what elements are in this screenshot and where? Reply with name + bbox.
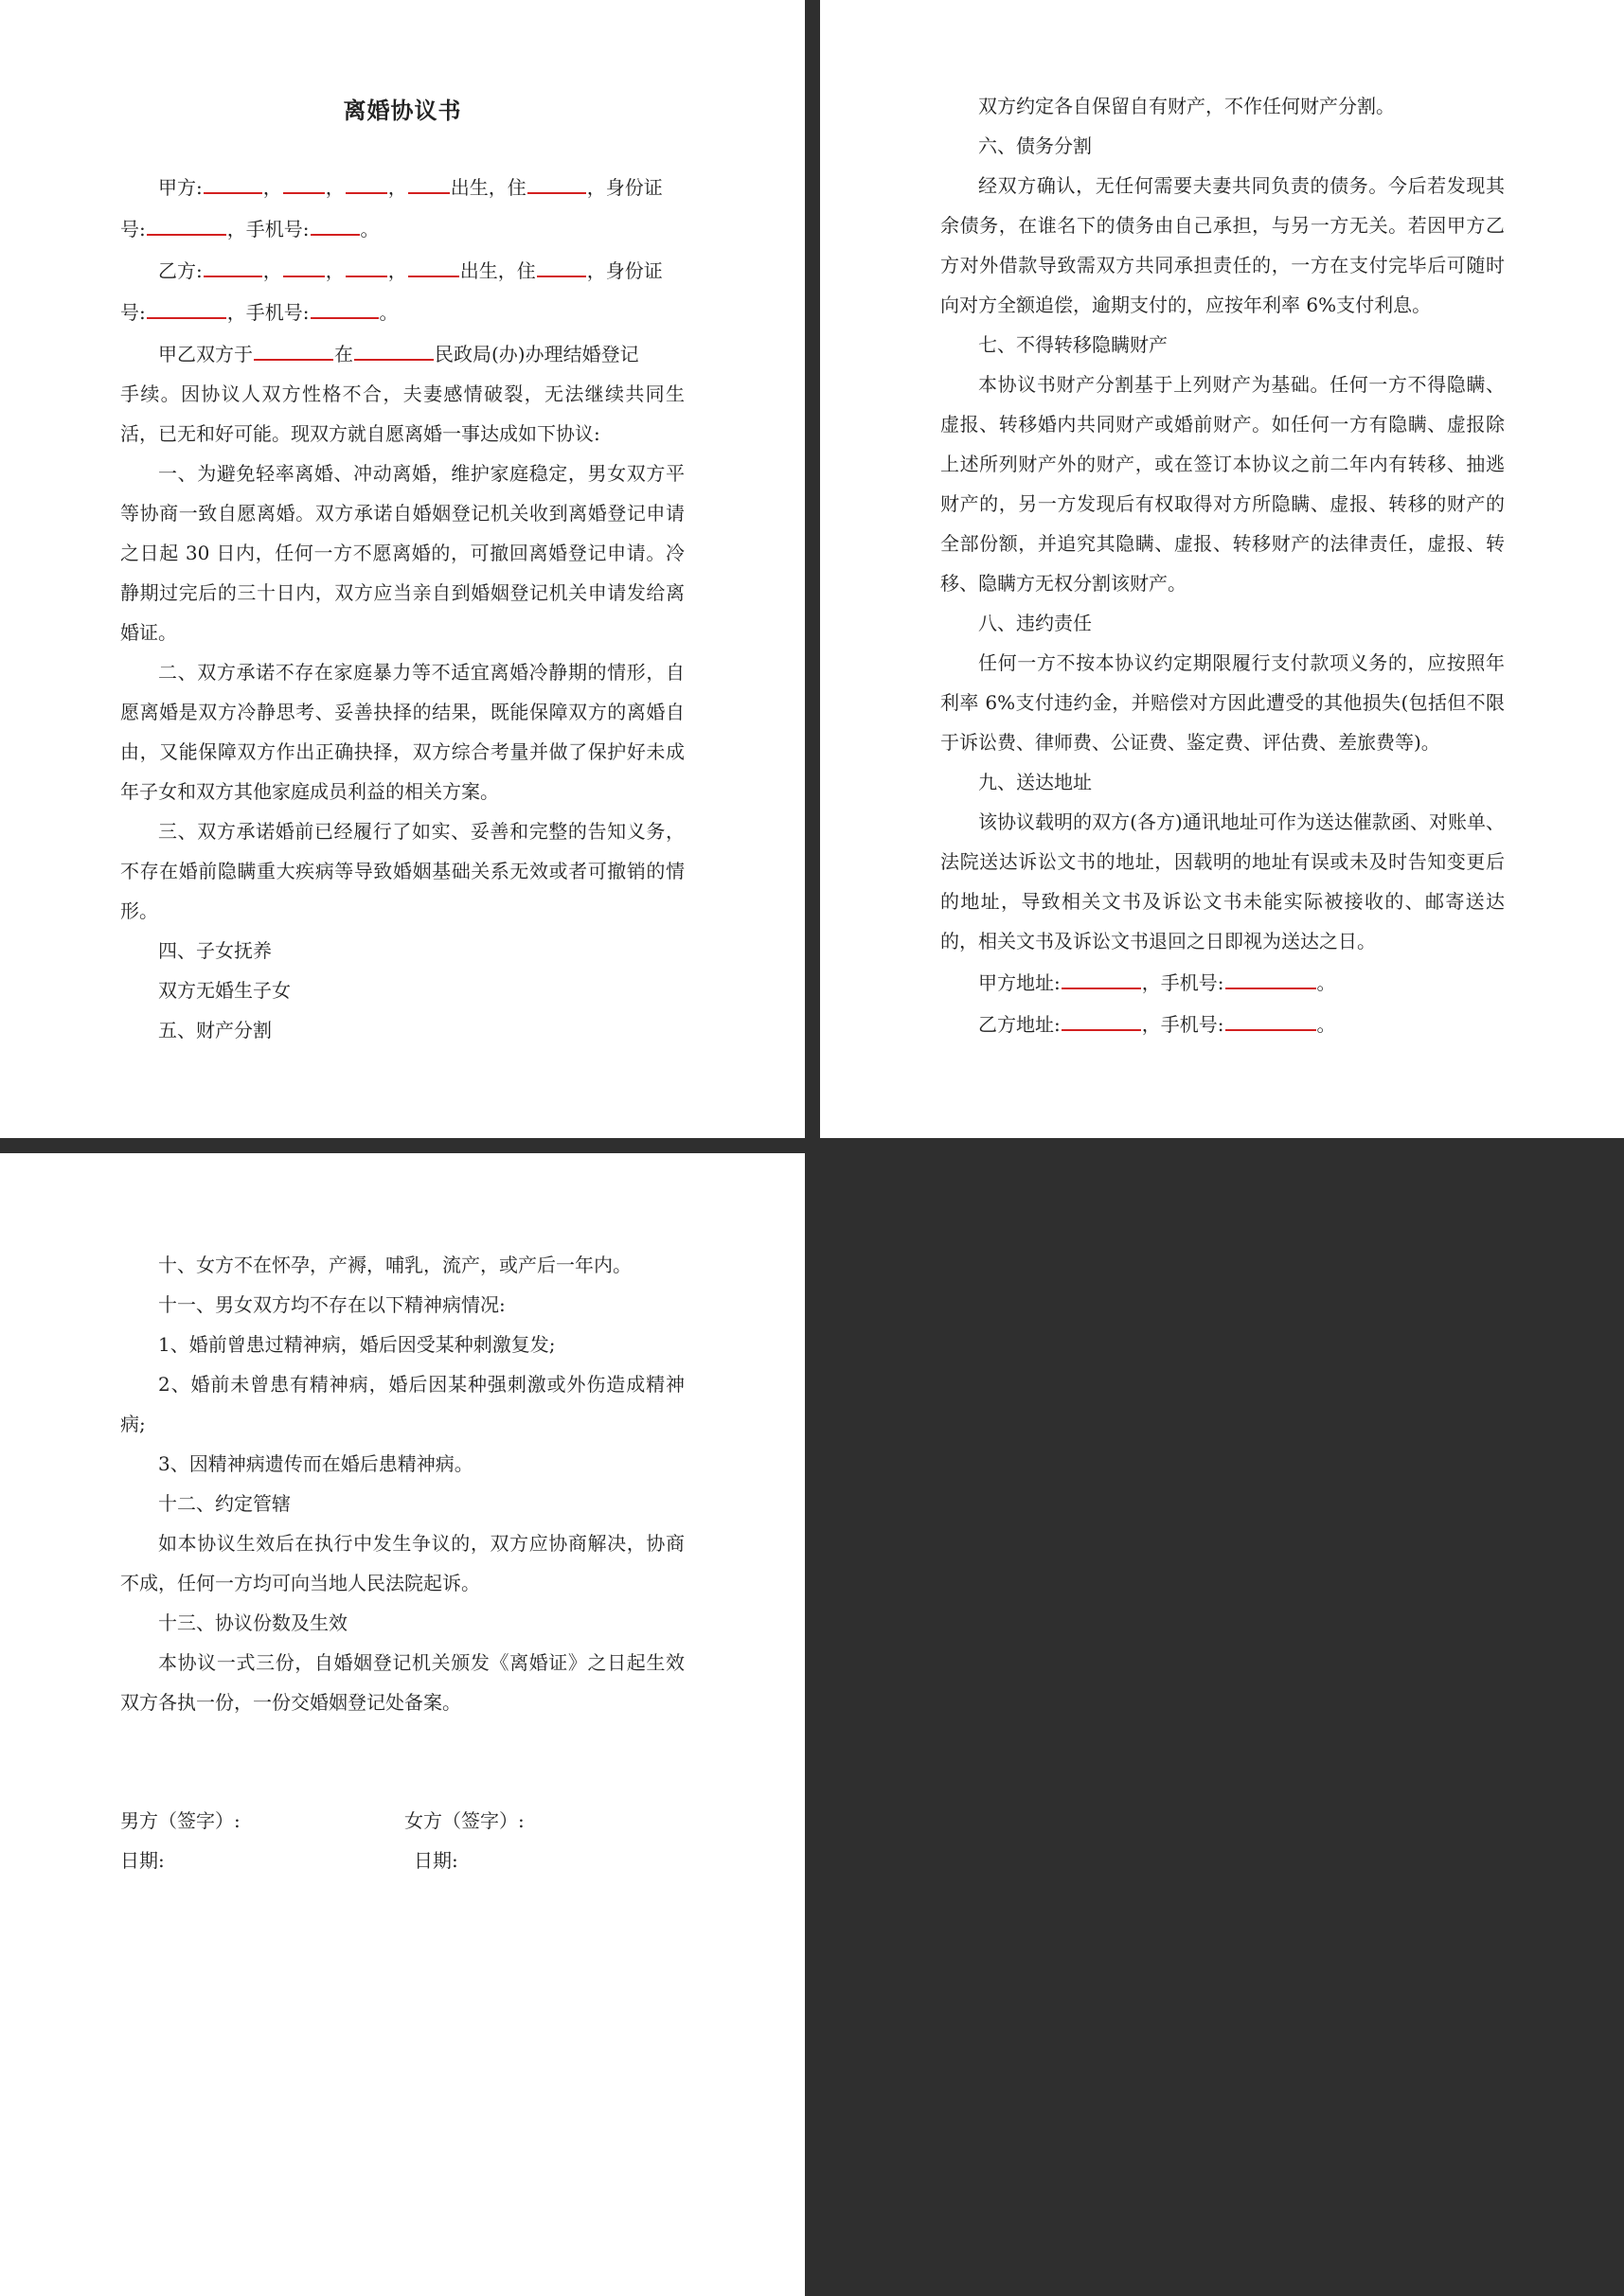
blank-field[interactable] <box>254 332 333 361</box>
clause-1: 一、为避免轻率离婚、冲动离婚，维护家庭稳定，男女双方平等协商一致自愿离婚。双方承诺自婚姻登记机关收到离婚登记申请之日起 30 日内，任何一方不愿离婚的，可撤回离婚登记申请。冷静期过完后的三十日内，双方应当亲自到婚姻登记机关申请发给离婚证。 <box>120 462 685 644</box>
text: 出生，住 <box>459 259 536 282</box>
heading-4: 四、子女抚养 <box>158 939 272 962</box>
heading-5: 五、财产分割 <box>158 1019 272 1041</box>
party-a-label: 甲方: <box>158 176 203 199</box>
text: 。 <box>360 218 380 240</box>
text: 。 <box>1316 971 1336 994</box>
party-b-line-2 <box>120 291 685 332</box>
marriage-registration-line <box>120 332 685 374</box>
blank-field[interactable] <box>147 291 226 319</box>
female-date-label: 日期: <box>414 1849 458 1872</box>
blank-field[interactable] <box>346 166 387 194</box>
blank-field[interactable] <box>283 249 325 277</box>
signature-row <box>120 1801 688 1841</box>
clause-3: 三、双方承诺婚前已经履行了如实、妥善和完整的告知义务，不存在婚前隐瞒重大疾病等导致婚姻基础关系无效或者可撤销的情形。 <box>120 820 685 922</box>
party-b-line <box>120 249 685 291</box>
text: ，身份证 <box>586 259 663 282</box>
text: 。 <box>379 301 399 324</box>
text: 号: <box>120 301 146 324</box>
clause-13: 本协议一式三份，自婚姻登记机关颁发《离婚证》之日起生效双方各执一份，一份交婚姻登记处备案。 <box>120 1651 685 1714</box>
heading-7: 七、不得转移隐瞒财产 <box>978 333 1168 356</box>
male-date-label: 日期: <box>120 1849 165 1872</box>
text: 。 <box>1316 1013 1336 1036</box>
heading-9: 九、送达地址 <box>978 771 1092 793</box>
date-row <box>120 1841 688 1880</box>
blank-field[interactable] <box>311 291 379 319</box>
text: ， <box>262 176 282 199</box>
address-a-line <box>940 961 1505 1003</box>
clause-9: 该协议载明的双方(各方)通讯地址可作为送达催款函、对账单、法院送达诉讼文书的地址，因载明的地址有误或未及时告知变更后的地址，导致相关文书及诉讼文书未能实际被接收的、邮寄送达的，相关文书及诉讼文书退回之日即视为送达之日。 <box>940 810 1505 952</box>
document-page-2 <box>820 0 1624 1138</box>
blank-field[interactable] <box>1225 961 1316 989</box>
text: ，手机号: <box>226 218 310 240</box>
text: 甲乙双方于 <box>158 343 253 365</box>
blank-field[interactable] <box>1062 961 1141 989</box>
blank-field[interactable] <box>204 249 262 277</box>
heading-6: 六、债务分割 <box>978 134 1092 157</box>
page-1-content <box>120 86 685 1050</box>
text: ，手机号: <box>1141 971 1224 994</box>
text: ，手机号: <box>226 301 310 324</box>
clause-5-text: 双方约定各自保留自有财产，不作任何财产分割。 <box>978 95 1395 117</box>
intro-paragraph: 手续。因协议人双方性格不合，夫妻感情破裂，无法继续共同生活，已无和好可能。现双方就自愿离婚一事达成如下协议: <box>120 383 685 445</box>
heading-8: 八、违约责任 <box>978 612 1092 634</box>
party-a-line <box>120 166 685 207</box>
clause-11-item-3: 3、因精神病遗传而在婚后患精神病。 <box>158 1452 473 1475</box>
blank-field[interactable] <box>527 166 586 194</box>
text: 在 <box>334 343 353 365</box>
document-page-1 <box>0 0 805 1138</box>
blank-field[interactable] <box>204 166 262 194</box>
blank-field[interactable] <box>283 166 325 194</box>
heading-13: 十三、协议份数及生效 <box>158 1611 348 1634</box>
blank-field[interactable] <box>1225 1003 1316 1031</box>
document-title: 离婚协议书 <box>343 97 462 124</box>
text: 号: <box>120 218 146 240</box>
clause-4-text: 双方无婚生子女 <box>158 979 291 1002</box>
blank-field[interactable] <box>408 249 459 277</box>
blank-field[interactable] <box>147 207 226 236</box>
text: ，身份证 <box>586 176 663 199</box>
clause-6: 经双方确认，无任何需要夫妻共同负责的债务。今后若发现其余债务，在谁名下的债务由自己承担，与另一方无关。若因甲方乙方对外借款导致需双方共同承担责任的，一方在支付完毕后可随时向对方全额追偿，逾期支付的，应按年利率 6%支付利息。 <box>940 174 1505 316</box>
address-b-line <box>940 1003 1505 1044</box>
text: 甲方地址: <box>978 971 1061 994</box>
text: 出生，住 <box>450 176 526 199</box>
text: 乙方地址: <box>978 1013 1061 1036</box>
clause-12: 如本协议生效后在执行中发生争议的，双方应协商解决，协商不成，任何一方均可向当地人民法院起诉。 <box>120 1532 685 1594</box>
clause-2: 二、双方承诺不存在家庭暴力等不适宜离婚冷静期的情形，自愿离婚是双方冷静思考、妥善抉择的结果，既能保障双方的离婚自由，又能保障双方作出正确抉择，双方综合考量并做了保护好未成年子女和双方其他家庭成员利益的相关方案。 <box>120 661 685 803</box>
heading-12: 十二、约定管辖 <box>158 1492 291 1515</box>
blank-field[interactable] <box>408 166 450 194</box>
male-signature-label: 男方（签字）: <box>120 1809 241 1832</box>
clause-11-item-2: 2、婚前未曾患有精神病，婚后因某种强刺激或外伤造成精神病; <box>120 1373 685 1435</box>
blank-field[interactable] <box>346 249 387 277</box>
text: ， <box>325 176 345 199</box>
clause-8: 任何一方不按本协议约定期限履行支付款项义务的，应按照年利率 6%支付违约金，并赔偿对方因此遭受的其他损失(包括但不限于诉讼费、律师费、公证费、鉴定费、评估费、差旅费等)。 <box>940 651 1505 754</box>
clause-11: 十一、男女双方均不存在以下精神病情况: <box>158 1293 506 1316</box>
page-3-content <box>120 1245 685 1722</box>
text: ， <box>387 176 407 199</box>
clause-7: 本协议书财产分割基于上列财产为基础。任何一方不得隐瞒、虚报、转移婚内共同财产或婚前财产。如任何一方有隐瞒、虚报除上述所列财产外的财产，或在签订本协议之前二年内有转移、抽逃财产的，另一方发现后有权取得对方所隐瞒、虚报、转移的财产的全部份额，并追究其隐瞒、虚报、转移财产的法律责任，虚报、转移、隐瞒方无权分割该财产。 <box>940 373 1505 595</box>
blank-field[interactable] <box>1062 1003 1141 1031</box>
text: 民政局(办)办理结婚登记 <box>435 343 639 365</box>
text: ，手机号: <box>1141 1013 1224 1036</box>
text: ， <box>262 259 282 282</box>
female-signature-label: 女方（签字）: <box>404 1809 525 1832</box>
blank-field[interactable] <box>354 332 434 361</box>
party-b-label: 乙方: <box>158 259 203 282</box>
page-2-content <box>940 86 1505 1044</box>
document-page-3 <box>0 1153 805 2296</box>
text: ， <box>325 259 345 282</box>
clause-10: 十、女方不在怀孕，产褥，哺乳，流产，或产后一年内。 <box>158 1254 632 1276</box>
blank-field[interactable] <box>537 249 586 277</box>
clause-11-item-1: 1、婚前曾患过精神病，婚后因受某种刺激复发; <box>158 1333 556 1356</box>
party-a-line-2 <box>120 207 685 249</box>
text: ， <box>387 259 407 282</box>
blank-field[interactable] <box>311 207 360 236</box>
